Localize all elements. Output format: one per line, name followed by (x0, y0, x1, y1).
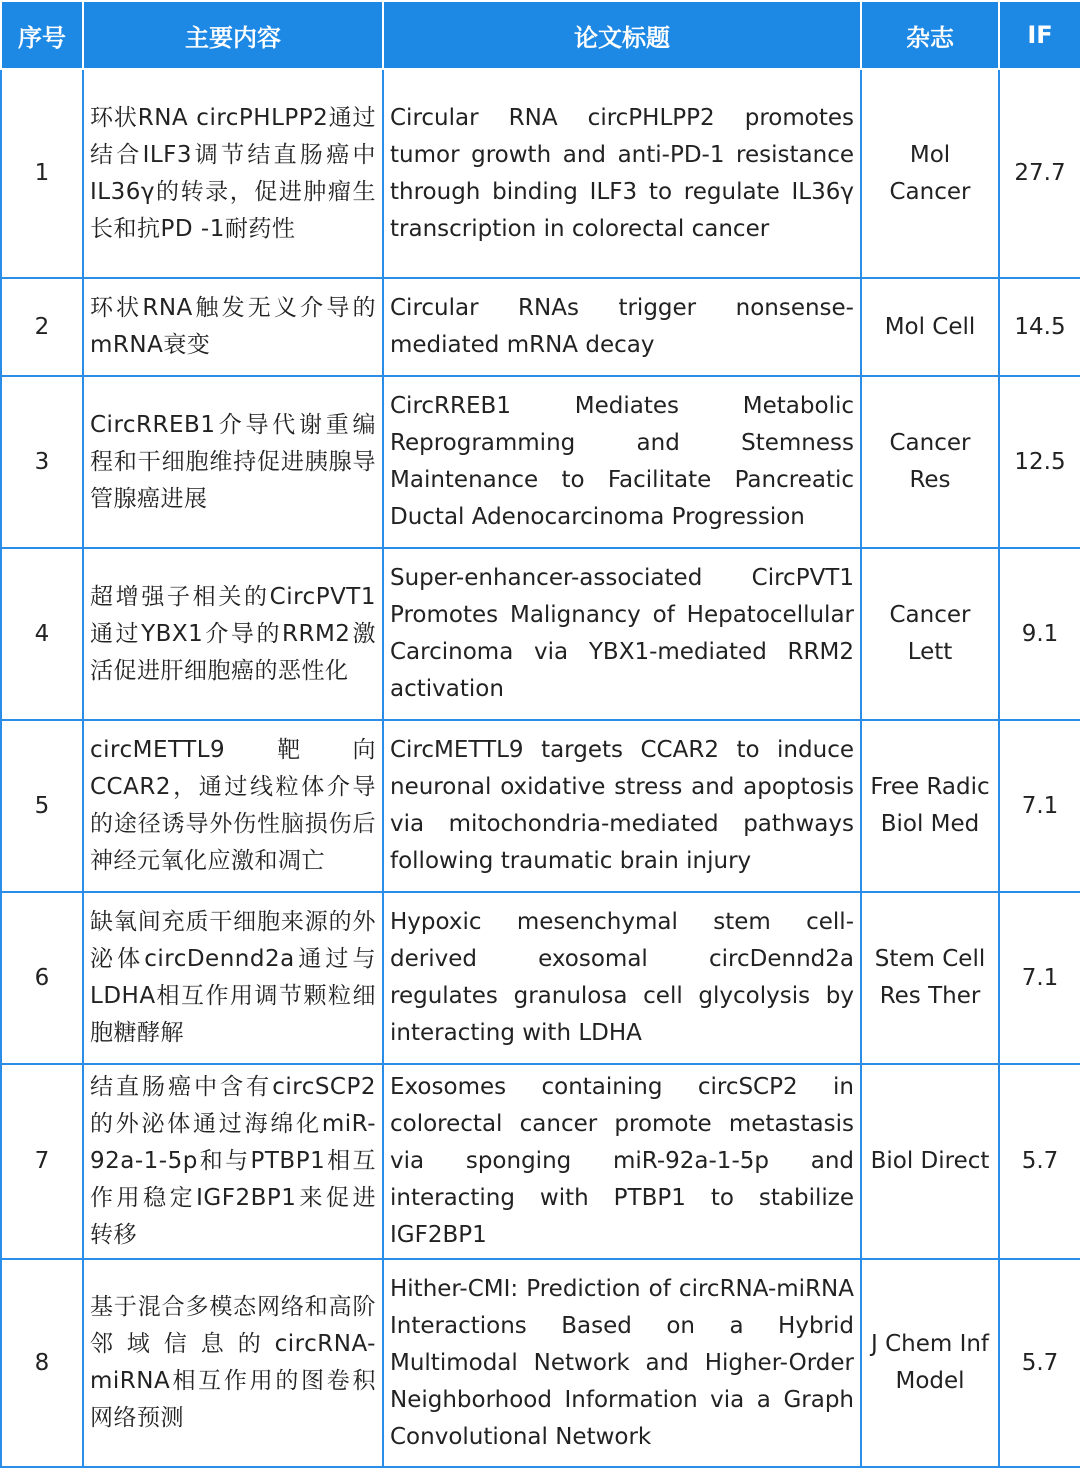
header-if: IF (999, 1, 1080, 69)
row-content: 结直肠癌中含有circSCP2的外泌体通过海绵化miR-92a-1-5p和与PTBP1相互作用稳定IGF2BP1来促进转移 (83, 1064, 383, 1259)
row-if: 27.7 (999, 69, 1080, 278)
row-title: Exosomes containing circSCP2 in colorectal cancer promote metastasis via sponging miR-92a-1-5p and interacting with PTBP1 to stabilize IGF2BP1 (383, 1064, 861, 1259)
row-title: CircRREB1 Mediates Metabolic Reprogramming and Stemness Maintenance to Facilitate Pancreatic Ductal Adenocarcinoma Progression (383, 376, 861, 548)
row-if: 12.5 (999, 376, 1080, 548)
row-title: CircMETTL9 targets CCAR2 to induce neuronal oxidative stress and apoptosis via mitochondria-mediated pathways following traumatic brain injury (383, 720, 861, 892)
row-index: 3 (1, 376, 83, 548)
row-journal: Biol Direct (861, 1064, 999, 1259)
row-journal: Cancer Lett (861, 548, 999, 720)
row-title: Hither-CMI: Prediction of circRNA-miRNA Interactions Based on a Hybrid Multimodal Network and Higher-Order Neighborhood Information via a Graph Convolutional Network (383, 1259, 861, 1467)
row-if: 5.7 (999, 1064, 1080, 1259)
table-row (1, 1259, 1080, 1467)
row-journal: Mol Cancer (861, 69, 999, 278)
row-if: 7.1 (999, 720, 1080, 892)
table-row (1, 548, 1080, 720)
header-journal: 杂志 (861, 1, 999, 69)
table-row (1, 376, 1080, 548)
row-title: Circular RNAs trigger nonsense-mediated mRNA decay (383, 278, 861, 376)
row-if: 7.1 (999, 892, 1080, 1064)
row-index: 8 (1, 1259, 83, 1467)
row-journal: Mol Cell (861, 278, 999, 376)
row-content: 环状RNA触发无义介导的mRNA衰变 (83, 278, 383, 376)
row-if: 9.1 (999, 548, 1080, 720)
row-title: Hypoxic mesenchymal stem cell-derived exosomal circDennd2a regulates granulosa cell glycolysis by interacting with LDHA (383, 892, 861, 1064)
row-title: Circular RNA circPHLPP2 promotes tumor growth and anti-PD-1 resistance through binding ILF3 to regulate IL36γ transcription in colorectal cancer (383, 69, 861, 278)
table-row (1, 720, 1080, 892)
row-title: Super-enhancer-associated CircPVT1 Promotes Malignancy of Hepatocellular Carcinoma via YBX1-mediated RRM2 activation (383, 548, 861, 720)
row-index: 7 (1, 1064, 83, 1259)
row-if: 5.7 (999, 1259, 1080, 1467)
table-row (1, 278, 1080, 376)
row-journal: Free Radic Biol Med (861, 720, 999, 892)
header-index: 序号 (1, 1, 83, 69)
row-content: circMETTL9靶向CCAR2，通过线粒体介导的途径诱导外伤性脑损伤后神经元氧化应激和凋亡 (83, 720, 383, 892)
row-journal: Stem Cell Res Ther (861, 892, 999, 1064)
table-row (1, 69, 1080, 278)
row-content: CircRREB1介导代谢重编程和干细胞维持促进胰腺导管腺癌进展 (83, 376, 383, 548)
header-content: 主要内容 (83, 1, 383, 69)
row-content: 超增强子相关的CircPVT1通过YBX1介导的RRM2激活促进肝细胞癌的恶性化 (83, 548, 383, 720)
row-journal: J Chem Inf Model (861, 1259, 999, 1467)
row-index: 2 (1, 278, 83, 376)
row-journal: Cancer Res (861, 376, 999, 548)
row-content: 缺氧间充质干细胞来源的外泌体circDennd2a通过与LDHA相互作用调节颗粒细胞糖酵解 (83, 892, 383, 1064)
table-row (1, 1064, 1080, 1259)
row-content: 环状RNA circPHLPP2通过结合ILF3调节结直肠癌中IL36γ的转录，促进肿瘤生长和抗PD -1耐药性 (83, 69, 383, 278)
row-content: 基于混合多模态网络和高阶邻域信息的circRNA-miRNA相互作用的图卷积网络预测 (83, 1259, 383, 1467)
row-index: 5 (1, 720, 83, 892)
table-row (1, 892, 1080, 1064)
row-index: 4 (1, 548, 83, 720)
row-index: 1 (1, 69, 83, 278)
row-if: 14.5 (999, 278, 1080, 376)
row-index: 6 (1, 892, 83, 1064)
header-title: 论文标题 (383, 1, 861, 69)
header-row (1, 1, 1080, 69)
